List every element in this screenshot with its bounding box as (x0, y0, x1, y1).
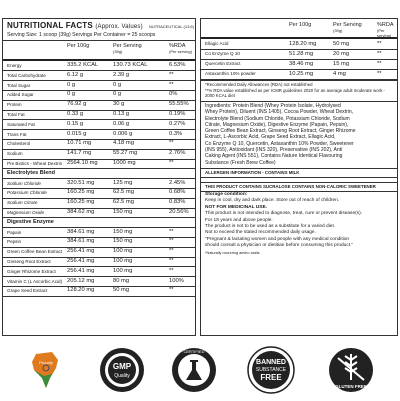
nutrient-label: Green Coffee Bean Extract (7, 249, 63, 255)
rda-value: ** (169, 71, 174, 78)
rda-value: ** (169, 287, 174, 294)
nutrient-label: Sodium Chloride (7, 180, 41, 186)
ingredients-line: Citrate, Magnesium Oxide), Digestive Enzyme (Papain, Pepsin), (205, 121, 349, 128)
table-row (3, 149, 195, 159)
ingredients-line: Whey Protein), Diluent (INS 1405), Cocoa Powder, Wheat Dextrin, (205, 109, 354, 116)
nutrient-label: Papain (7, 229, 22, 235)
perserving-value: 4.18 mg (113, 140, 134, 147)
nutrient-label: Trans Fat (7, 131, 27, 137)
rda-guideline-note: **% RDA value established as per ICMR guidelines 2020 for an average adult moderate work - 2000 KCAL diet (205, 88, 385, 99)
svg-text:GMP: GMP (112, 362, 132, 371)
storage-line: should consult a physician or dietitian before consuming this product." (205, 243, 354, 249)
per100-value: 51.28 mg (289, 51, 314, 57)
perserving-value: 62.5 mg (113, 199, 134, 206)
perserving-value: 2.39 g (113, 71, 130, 78)
per100-value: 0 g (67, 91, 76, 98)
perserving-value: 100 mg (113, 248, 133, 255)
storage-line: Keep in cool, dry and dark place. Store out of reach of children. (205, 198, 340, 204)
col-header-rda: %RDA (Per serving) (169, 43, 192, 54)
per100-value: 160.25 mg (67, 199, 95, 206)
perserving-value: 0.006 g (113, 130, 133, 137)
svg-text:BANNED: BANNED (256, 359, 286, 366)
per100-value: 205.12 mg (67, 277, 95, 284)
rda-value: ** (377, 41, 382, 47)
perserving-value: 4 mg (333, 71, 346, 77)
storage-heading: Storage condition: (205, 192, 248, 197)
per100-value: 0.15 g (67, 120, 84, 127)
rda-value: 20.56% (169, 209, 189, 215)
perserving-value: 62.5 mg (113, 189, 134, 196)
section-heading-label: Digestive Enzyme (7, 218, 54, 225)
svg-text:FREE: FREE (260, 373, 282, 382)
perserving-value: 100 mg (113, 267, 133, 274)
per100-value: 76.92 g (67, 101, 87, 108)
divider (3, 296, 195, 297)
per100-value: 384.61 mg (67, 228, 95, 235)
per100-value: 10.25 mg (289, 71, 314, 77)
divider (201, 80, 397, 81)
per100-value: 128.20 mg (67, 287, 95, 294)
ingredients-line: Co Enzyme Q 10, Quercetin, Astaxanthin 10% Powder, Sweetener (205, 140, 354, 147)
perserving-value: 30 g (113, 101, 125, 108)
per100-value: 38.46 mg (289, 61, 314, 67)
banned-substance-free-badge (246, 344, 296, 396)
rda-value: 100% (169, 277, 184, 284)
table-row (201, 39, 397, 49)
col-header-per100: Per 100g (289, 22, 312, 28)
perserving-value: 20 mg (333, 51, 350, 57)
svg-text:GLUTEN FREE: GLUTEN FREE (335, 384, 367, 389)
col-header-perserving: Per Serving (39g) (333, 22, 362, 33)
per100-value: 256.41 mg (67, 267, 95, 274)
divider (3, 40, 195, 41)
perserving-value: 0 g (113, 81, 122, 88)
per100-value: 0.33 g (67, 111, 84, 117)
perserving-value: 50 mg (113, 287, 130, 294)
nutrient-label: Pre Biotics - Wheat Dextrin (7, 161, 63, 166)
sucralose-info: THIS PRODUCT CONTAINS SUCRALOSE CONTAINS NON-CALORIC SWEETENER (201, 182, 397, 192)
nutrient-label: Pepsin (7, 239, 22, 245)
ingredients-line: Green Coffee Bean Extract, Ginseng Root Extract, Ginger Rhizome (205, 128, 356, 135)
divider (201, 101, 397, 102)
rda-value: ** (169, 248, 174, 255)
rda-value: 0.27% (169, 120, 186, 127)
rda-value: 6.53% (169, 62, 186, 68)
gluten-free-badge (326, 344, 376, 396)
rda-value: 0.3% (169, 130, 183, 137)
perserving-value: 150 mg (113, 238, 133, 245)
perserving-value: 80 mg (113, 277, 130, 284)
nutrient-label: Cholesterol (7, 141, 31, 147)
storage-line: The product is not to be used as a substitute for a varied diet. (205, 224, 336, 230)
perserving-value: 1000 mg (113, 160, 136, 166)
perserving-value: 0 g (113, 91, 122, 98)
ingredients-line: Ingredients: Protein Blend (Whey Protein Isolate, Hydrolysed (205, 103, 341, 109)
rda-value: ** (169, 238, 174, 245)
rda-value: ** (169, 258, 174, 264)
extract-label: Ellagic Acid (205, 41, 229, 46)
table-row (201, 49, 397, 59)
nutrient-label: Total Fat (7, 112, 25, 117)
storage-info (205, 192, 395, 256)
nutrition-title: NUTRITIONAL FACTS (Approx. Values) (7, 21, 143, 30)
rda-value: ** (169, 140, 174, 147)
perserving-value: 15 mg (333, 61, 350, 67)
perserving-value: 130.73 KCAL (113, 62, 148, 68)
rda-value: ** (169, 160, 174, 166)
rda-value: 2.45% (169, 179, 186, 186)
extract-label: Co Enzyme Q 10 (205, 51, 240, 56)
storage-line: NOT FOR MEDICINAL USE. (205, 204, 268, 210)
per100-value: 141.7 mg (67, 150, 92, 157)
perserving-value: 50 mg (333, 41, 350, 47)
storage-line: *Naturally occurring amino acids. (205, 250, 261, 255)
rda-value: ** (377, 61, 382, 67)
rda-value: 0.68% (169, 189, 186, 196)
nutrient-label: Sodium Citrate (7, 200, 38, 206)
ingredients-text (205, 103, 395, 166)
ingredients-line: Extract, L-Ascorbic Acid, Grape Seed Extract, Ellagic Acid, (205, 134, 336, 141)
ingredients-line: Electrolyte Blend (Sodium Chloride, Potassium Chloride, Sodium (205, 115, 350, 122)
per100-value: 128.20 mg (289, 41, 317, 47)
table-row (201, 69, 397, 79)
table-row (3, 247, 195, 257)
ingredients-line: Caking Agent (INS 551), Contains Nature Identical Flavouring (205, 153, 343, 160)
section-heading-label: Electrolytes Blend (7, 169, 55, 176)
svg-text:SUBSTANCE: SUBSTANCE (255, 367, 287, 373)
nutrient-label: Total Sugar (7, 82, 31, 88)
extract-label: Astaxanthin 10% powder (205, 71, 256, 76)
rda-value: 2.76% (169, 150, 186, 157)
svg-text:CERTIFIED: CERTIFIED (183, 349, 205, 354)
nutrient-label: Total Carbohydrate (7, 72, 46, 78)
col-header-rda: %RDA (Per serving) (377, 22, 394, 38)
storage-line: Not to exceed the stated recommended daily usage. (205, 230, 316, 236)
perserving-value: 150 mg (113, 228, 133, 235)
per100-value: 6.12 g (67, 71, 84, 78)
table-row (3, 100, 195, 110)
nutrient-label: Added Sugar (7, 92, 34, 98)
rda-value: ** (169, 267, 174, 274)
rda-value: 0.83% (169, 199, 186, 206)
nutrient-label: Grape Seed Extract (7, 288, 48, 294)
per100-value: 0.015 g (67, 130, 87, 137)
perserving-value: 55.27 mg (113, 150, 138, 157)
rda-value: 0% (169, 91, 178, 98)
storage-line: This product is not intended to diagnose, treat, cure or prevent disease(s). (205, 211, 363, 217)
per100-value: 2564.10 mg (67, 160, 98, 166)
nutrient-label: Vitamin C (L Ascorbic Acid) (7, 278, 63, 284)
rda-value: ** (169, 228, 174, 235)
ingredients-line: (INS 955), Antioxidant (INS 320), Preservative (INS 202), Anti (205, 147, 343, 154)
svg-text:Quality: Quality (114, 373, 130, 379)
nutrient-label: Potassium Chloride (7, 190, 47, 196)
col-header-perserving: Per Serving (39g) (113, 43, 142, 54)
rda-value: 0.19% (169, 111, 186, 117)
certified-lab-badge (169, 344, 219, 396)
per100-value: 0 g (67, 81, 76, 88)
gmp-quality-badge (97, 344, 147, 396)
rda-value: ** (377, 51, 382, 57)
nutrition-facts-panel (2, 18, 196, 336)
nutrient-label: Magnesium Oxide (7, 210, 45, 215)
per100-value: 384.62 mg (67, 209, 95, 215)
nutrient-label: Sodium (7, 151, 23, 157)
allergen-info: ALLERGEN INFORMATION - CONTAINS MILK (201, 168, 397, 178)
ingredients-panel (200, 18, 398, 336)
rda-value: ** (169, 81, 174, 88)
ingredients-line: Substance (Fresh Brew Coffee) (205, 159, 276, 166)
nutrient-label: Energy (7, 63, 22, 68)
storage-line: For 18 years and above people. (205, 217, 273, 223)
per100-value: 256.41 mg (67, 258, 95, 264)
made-in-india-badge (22, 344, 72, 396)
rda-value: 55.55% (169, 101, 189, 108)
per100-value: 10.71 mg (67, 140, 92, 147)
nutrient-label: Saturated Fat (7, 121, 35, 127)
rda-value: ** (377, 71, 382, 77)
per100-value: 160.25 mg (67, 189, 95, 196)
per100-value: 335.2 KCAL (67, 62, 99, 68)
perserving-value: 0.13 g (113, 111, 130, 117)
per100-value: 256.41 mg (67, 248, 95, 255)
col-header-per100: Per 100g (67, 43, 90, 49)
nutrient-label: Ginseng Root Extract (7, 259, 51, 264)
perserving-value: 100 mg (113, 258, 133, 264)
nutrient-label: Ginger Rhizome Extract (7, 268, 56, 274)
serving-note: NUTRACEUTICAL (13.6) (149, 24, 194, 29)
perserving-value: 150 mg (113, 209, 133, 215)
rda-note: *Recommended Daily Allowances (RDA) not established (205, 82, 313, 87)
perserving-value: 0.06 g (113, 120, 130, 127)
storage-line: "Pregnant & lactating women and people with any medical condition (205, 236, 350, 242)
extract-label: Quercetin Extract (205, 61, 241, 66)
perserving-value: 125 mg (113, 179, 133, 186)
badge-text: Proudly (39, 360, 53, 365)
per100-value: 320.51 mg (67, 179, 95, 186)
table-row (201, 59, 397, 69)
per100-value: 384.61 mg (67, 238, 95, 245)
table-row (3, 198, 195, 208)
serving-size: Serving Size: 1 scoop (39g) Servings Per Container = 25 scoops (7, 32, 156, 38)
nutrient-label: Protein (7, 102, 22, 108)
